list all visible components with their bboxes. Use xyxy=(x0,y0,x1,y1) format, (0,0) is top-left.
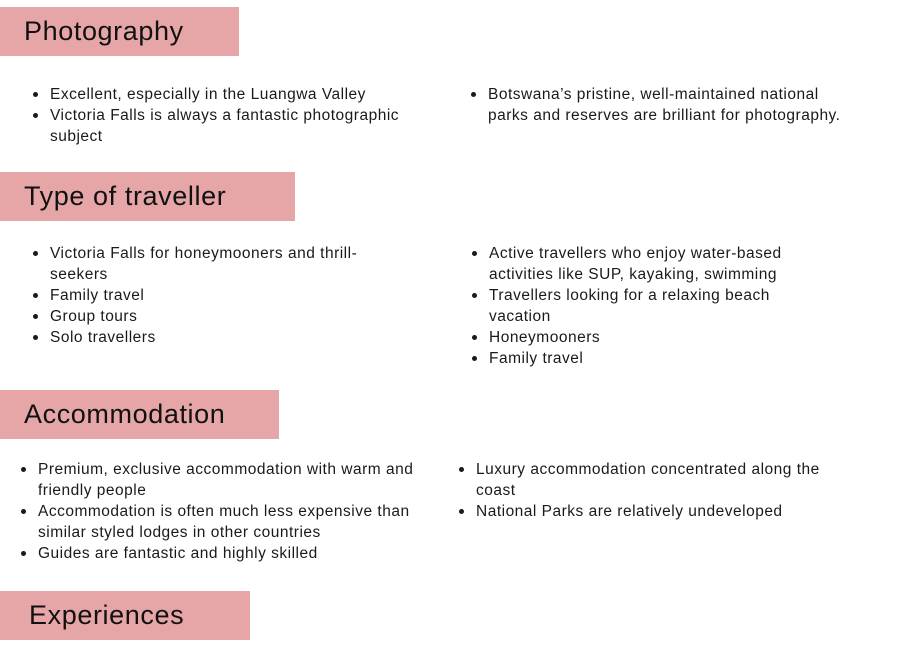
type-of-traveller-right-list xyxy=(471,243,821,369)
list-item: Victoria Falls is always a fantastic photographic subject xyxy=(32,105,412,147)
photography-right-list xyxy=(470,84,860,126)
section-heading-accommodation xyxy=(0,390,279,439)
section-heading-experiences xyxy=(0,591,250,640)
list-item: Premium, exclusive accommodation with warm and friendly people xyxy=(20,459,415,501)
type-of-traveller-left-list xyxy=(32,243,392,348)
list-item: Honeymooners xyxy=(471,327,821,348)
list-item: Guides are fantastic and highly skilled xyxy=(20,543,415,564)
photography-left-list xyxy=(32,84,412,147)
list-item: National Parks are relatively undeveloped xyxy=(458,501,833,522)
section-heading-photography xyxy=(0,7,239,56)
list-item: Family travel xyxy=(32,285,392,306)
list-item: Accommodation is often much less expensive than similar styled lodges in other countries xyxy=(20,501,415,543)
list-item: Excellent, especially in the Luangwa Valley xyxy=(32,84,412,105)
list-item: Luxury accommodation concentrated along the coast xyxy=(458,459,833,501)
accommodation-right-list xyxy=(458,459,833,522)
accommodation-left-list xyxy=(20,459,415,564)
list-item: Active travellers who enjoy water-based activities like SUP, kayaking, swimming xyxy=(471,243,821,285)
section-heading-text: Accommodation xyxy=(24,399,226,429)
list-item: Botswana’s pristine, well-maintained national parks and reserves are brilliant for photography. xyxy=(470,84,860,126)
section-heading-text: Experiences xyxy=(29,600,185,630)
list-item: Victoria Falls for honeymooners and thrill-seekers xyxy=(32,243,392,285)
section-heading-text: Type of traveller xyxy=(24,181,227,211)
list-item: Solo travellers xyxy=(32,327,392,348)
section-heading-text: Photography xyxy=(24,16,184,46)
section-heading-type-of-traveller xyxy=(0,172,295,221)
list-item: Group tours xyxy=(32,306,392,327)
list-item: Family travel xyxy=(471,348,821,369)
list-item: Travellers looking for a relaxing beach vacation xyxy=(471,285,821,327)
